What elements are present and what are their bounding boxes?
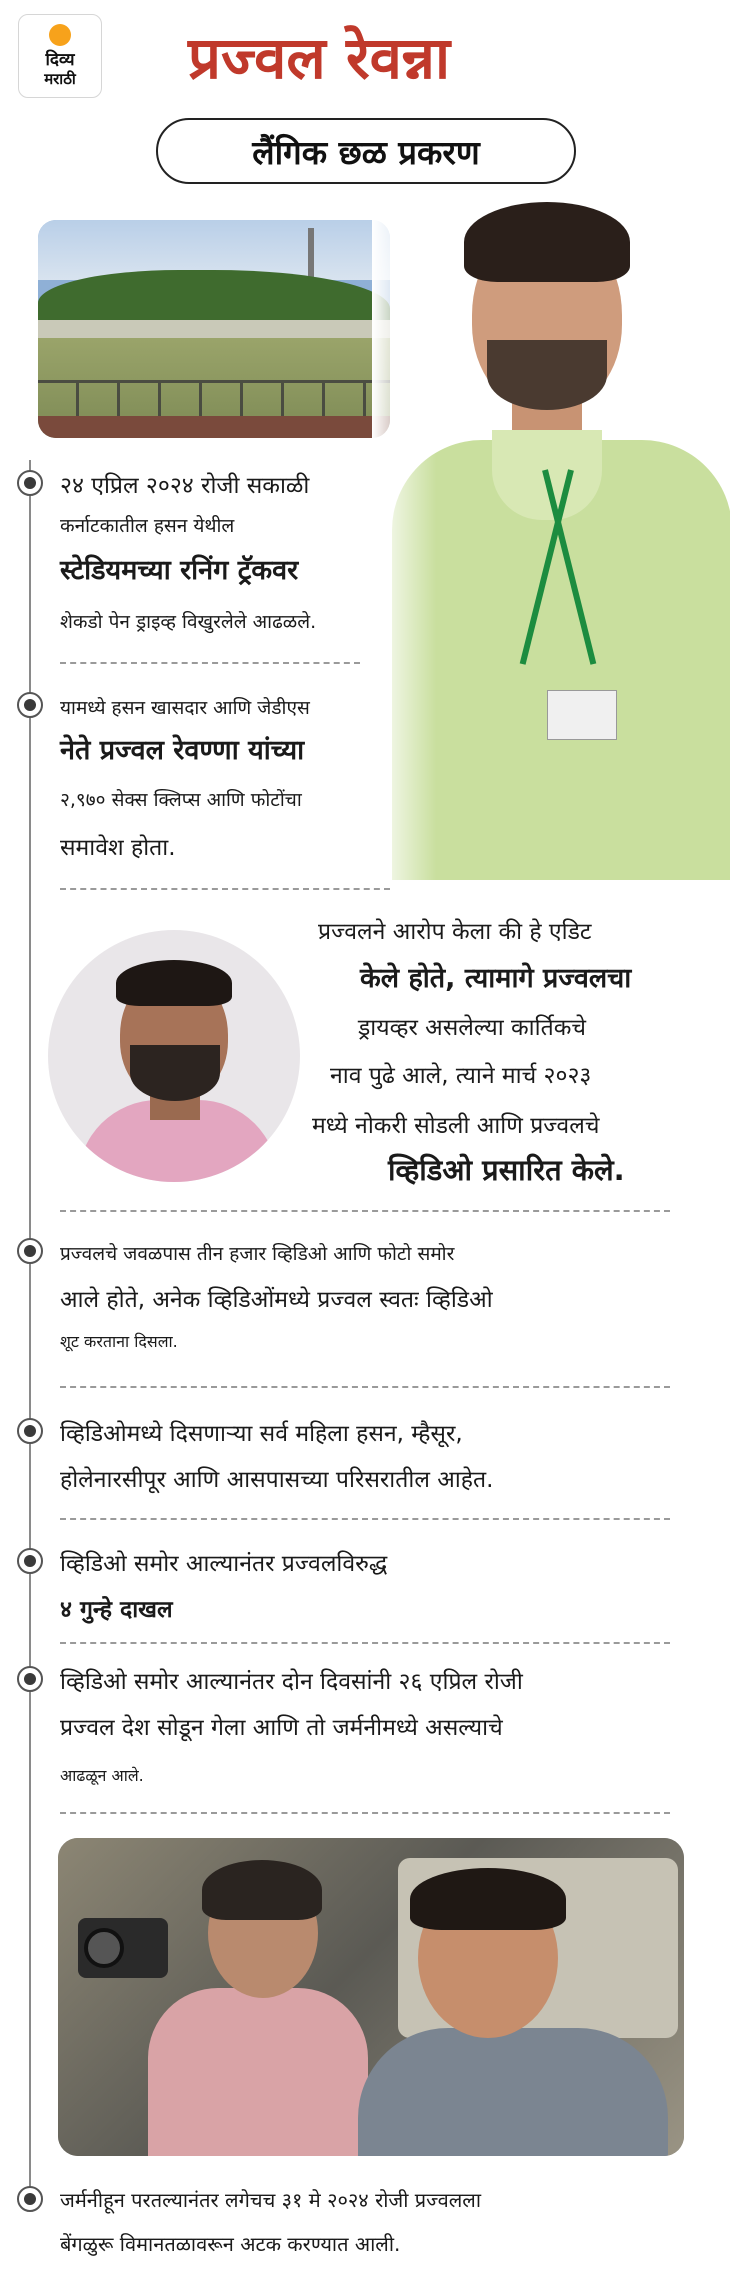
sun-icon [49, 24, 71, 46]
subtitle-pill [156, 118, 576, 184]
timeline-bullet-icon [17, 692, 43, 718]
page-subtitle: लैंगिक छळ प्रकरण [252, 132, 480, 172]
timeline-bullet-icon [17, 1548, 43, 1574]
item4-line2: आले होते, अनेक व्हिडिओंमध्ये प्रज्वल स्वतः व्हिडिओ [60, 1287, 493, 1313]
item5-line1: व्हिडिओमध्ये दिसणाऱ्या सर्व महिला हसन, म्हैसूर, [60, 1421, 463, 1447]
item2-line2: नेते प्रज्वल रेवण्णा यांच्या [60, 735, 305, 766]
divider [60, 1210, 670, 1212]
item3-line3: ड्रायव्हर असलेल्या कार्तिकचे [358, 1015, 586, 1041]
divider [60, 662, 360, 664]
item3-line6: व्हिडिओ प्रसारित केले. [388, 1153, 625, 1187]
item7-line2: प्रज्वल देश सोडून गेला आणि तो जर्मनीमध्ये असल्याचे [60, 1715, 503, 1741]
item1-line3: स्टेडियमच्या रनिंग ट्रॅकवर [60, 555, 299, 586]
item1-line4: शेकडो पेन ड्राइव्ह विखुरलेले आढळले. [60, 611, 317, 633]
item7-line1: व्हिडिओ समोर आल्यानंतर दोन दिवसांनी २६ एप्रिल रोजी [60, 1669, 523, 1695]
item6-line2: ४ गुन्हे दाखल [60, 1597, 173, 1623]
item3-line4: नाव पुढे आले, त्याने मार्च २०२३ [330, 1063, 592, 1089]
item2-line1: यामध्ये हसन खासदार आणि जेडीएस [60, 697, 310, 719]
item8-line2: बेंगळुरू विमानतळावरून अटक करण्यात आली. [60, 2232, 401, 2256]
divider [60, 1386, 670, 1388]
logo-line1: दिव्य [45, 50, 75, 70]
item7-line3: आढळून आले. [60, 1766, 144, 1785]
item1-line1: २४ एप्रिल २०२४ रोजी सकाळी [60, 473, 310, 499]
stadium-photo [38, 220, 390, 438]
logo-line2: मराठी [44, 70, 76, 88]
item2-line3: २,९७० सेक्स क्लिप्स आणि फोटोंचा [60, 789, 302, 811]
item8-line1: जर्मनीहून परतल्यानंतर लगेचच ३१ मे २०२४ रोजी प्रज्वलला [60, 2188, 482, 2212]
item3-line5: मध्ये नोकरी सोडली आणि प्रज्वलचे [312, 1113, 600, 1139]
divider [60, 1518, 670, 1520]
timeline-line [29, 460, 31, 2200]
driver-portrait [48, 930, 300, 1182]
item1-line2: कर्नाटकातील हसन येथील [60, 515, 235, 537]
timeline-bullet-icon [17, 1666, 43, 1692]
timeline-bullet-icon [17, 1418, 43, 1444]
page-title: प्रज्वल रेवन्ना [188, 24, 450, 92]
item3-line1: प्रज्वलने आरोप केला की हे एडिट [318, 919, 592, 945]
item5-line2: होलेनारसीपूर आणि आसपासच्या परिसरातील आहेत. [60, 1467, 494, 1493]
timeline-bullet-icon [17, 470, 43, 496]
item2-line4: समावेश होता. [60, 835, 176, 861]
divider [60, 1642, 670, 1644]
timeline-bullet-icon [17, 2186, 43, 2212]
item6-line1: व्हिडिओ समोर आल्यानंतर प्रज्वलविरुद्ध [60, 1551, 388, 1577]
item3-line2: केले होते, त्यामागे प्रज्वलचा [360, 963, 632, 994]
prajwal-portrait [372, 190, 730, 880]
item4-line3: शूट करताना दिसला. [60, 1332, 178, 1351]
arrest-photo [58, 1838, 684, 2156]
divider [60, 888, 390, 890]
divider [60, 1812, 670, 1814]
brand-logo [18, 14, 102, 98]
timeline-bullet-icon [17, 1238, 43, 1264]
item4-line1: प्रज्वलचे जवळपास तीन हजार व्हिडिओ आणि फोटो समोर [60, 1243, 455, 1265]
